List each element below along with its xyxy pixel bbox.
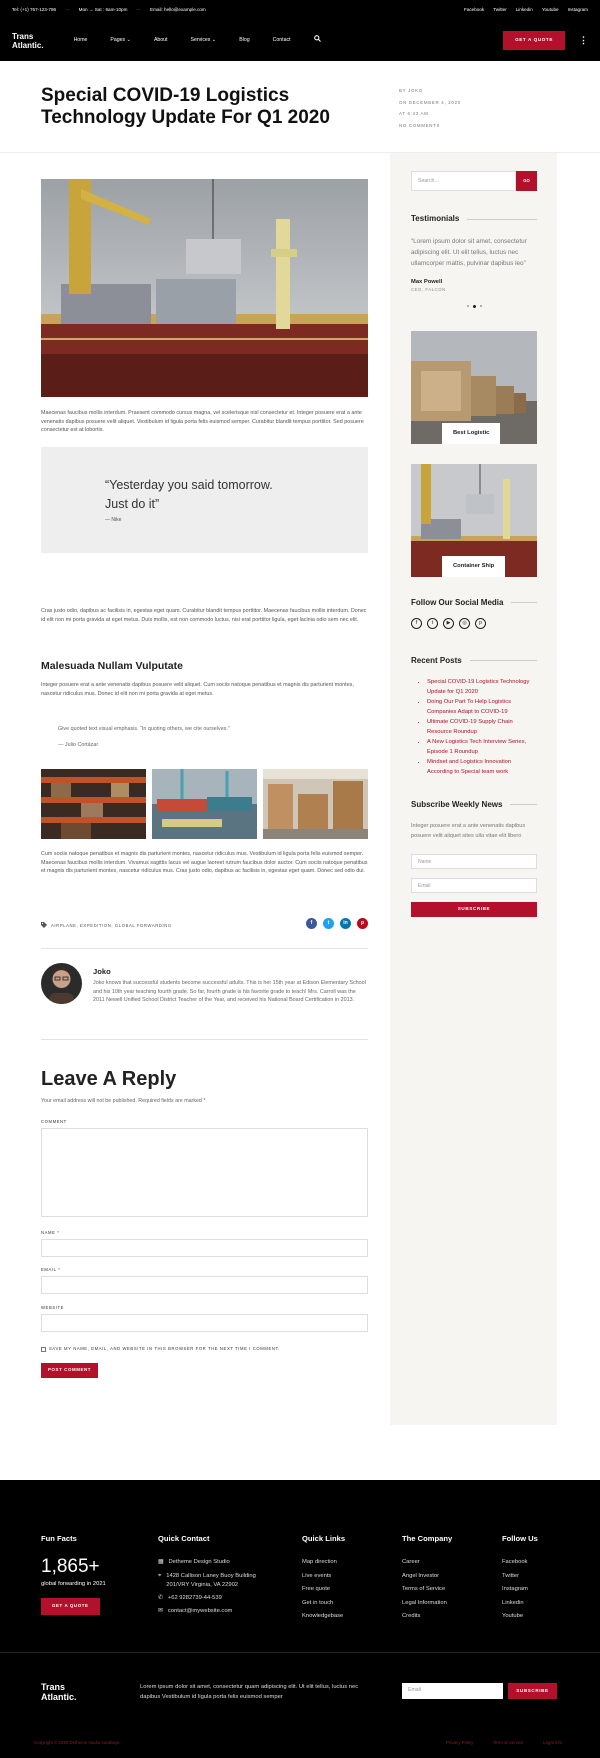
facts-number: 1,865+ (41, 1556, 100, 1578)
nav-item-about[interactable]: About (153, 36, 168, 43)
footer-legal-info[interactable]: Legal info (543, 1740, 563, 1745)
tag-icon (41, 922, 47, 930)
email-icon: ✉ (158, 1608, 163, 1615)
logo-line2: Atlantic. (12, 40, 44, 50)
chevron-down-icon: ⌄ (211, 36, 217, 43)
footer-link[interactable]: Angel Investor (402, 1572, 440, 1579)
recent-post-link[interactable]: • Ultimate COVID-19 Supply Chain Resource Roundup (427, 717, 537, 737)
tag-list[interactable]: AIRPLANE, EXPEDITION, GLOBAL FORWARDING (51, 923, 172, 928)
divider (0, 1652, 600, 1653)
post-comment-button[interactable]: POST COMMENT (41, 1363, 98, 1378)
footer-heading: Fun Facts (41, 1534, 77, 1543)
contact-company-row (158, 1556, 288, 1570)
author-bio: Joko knows that successful students become successful adults. This is her 15th year at Edison Elementary School and his 10th year teaching fourth grade. So far, fourth grade is his favorite grade to teach! Mrs. Carroll was the 2011 Newell Unified School District Teacher of the Year, and received his National Board Certification in 2013. (93, 980, 366, 1004)
nav-item-home[interactable]: Home (73, 36, 88, 43)
testimonial-role: CEO, FALCON (411, 286, 446, 292)
inline-quote (58, 725, 230, 750)
footer-heading: Quick Links (302, 1534, 346, 1543)
blockquote (41, 447, 368, 553)
sidebar (390, 153, 557, 1425)
youtube-icon[interactable]: ▶ (443, 618, 454, 629)
carousel-dot-active[interactable] (473, 305, 476, 308)
website-field[interactable] (41, 1314, 368, 1332)
divider (41, 1039, 368, 1040)
testimonials-title: Testimonials (411, 214, 460, 223)
carousel-dot[interactable] (480, 305, 482, 307)
footer-subscribe-button[interactable]: SUBSCRIBE (508, 1683, 557, 1699)
footer-link[interactable]: Instagram (502, 1586, 528, 1593)
blockquote-cite: — Nike (105, 517, 122, 523)
logo-line1: Trans (41, 1682, 66, 1692)
recent-post-link[interactable]: • Mindset and Logistics Innovation According to Special team work (427, 757, 537, 777)
reply-note: Your email address will not be published. Required fields are marked * (41, 1098, 206, 1104)
post-date: ON DECEMBER 4, 2020 (399, 99, 461, 105)
contact-email[interactable]: contact@mywebsite.com (167, 1608, 233, 1615)
gallery-image-warehouse[interactable] (41, 769, 146, 839)
divider: — (136, 6, 142, 12)
spacer (0, 1425, 600, 1480)
subscribe-name-input[interactable]: Name (411, 854, 537, 869)
footer-link[interactable]: Knowledgebase (302, 1613, 344, 1620)
blockquote-line2: Just do it” (105, 497, 160, 511)
nav-item-label: Services (190, 36, 211, 43)
footer-heading: Quick Contact (158, 1534, 210, 1543)
recent-post-link[interactable]: • Doing Our Part To Help Logistics Companies Adapt to COVID-19 (427, 697, 537, 717)
footer-email-input[interactable]: Email (402, 1683, 503, 1699)
testimonials-heading (411, 213, 537, 225)
comment-label: COMMENT (41, 1119, 67, 1124)
phone-icon: ✆ (158, 1594, 163, 1601)
nav-menu (74, 35, 321, 47)
footer-quote-button[interactable]: GET A QUOTE (41, 1598, 100, 1615)
sidebar-card-best-logistic[interactable] (411, 331, 537, 444)
facts-text: global forwarding in 2021 (41, 1581, 106, 1588)
recent-posts-heading (411, 655, 537, 667)
divider (41, 948, 368, 949)
recent-post-link[interactable]: • Special COVID-19 Logistics Technology Update for Q1 2020 (427, 677, 537, 697)
nav-item-services[interactable] (191, 37, 217, 45)
save-info-row (41, 1346, 280, 1352)
footer-quick-contact (158, 1533, 288, 1619)
reply-title: Leave A Reply (41, 1068, 177, 1090)
footer-link[interactable]: Free quote (302, 1586, 331, 1593)
inline-quote-cite: — Julio Cortázar (58, 742, 99, 748)
nav-item-blog[interactable]: Blog (239, 36, 250, 43)
address-line2: 201/VRY Virginia, VA 22902 (166, 1581, 239, 1588)
more-menu-icon[interactable]: ⋮ (579, 34, 588, 45)
footer-link[interactable]: Legal Information (402, 1599, 447, 1606)
contact-address (166, 1572, 256, 1590)
content-area (0, 153, 600, 1425)
map-pin-icon: ⌖ (158, 1572, 162, 1579)
footer-link[interactable]: Get in touch (302, 1599, 334, 1606)
top-social-facebook[interactable]: Facebook (464, 6, 485, 12)
get-a-quote-button[interactable]: GET A QUOTE (503, 31, 565, 50)
recent-post-link[interactable]: • A New Logistics Tech Interview Series, Episode 1 Roundup (427, 737, 537, 757)
email-label: EMAIL * (41, 1267, 61, 1272)
footer (0, 1480, 600, 1758)
post-tags (41, 922, 172, 930)
divider (467, 219, 537, 220)
sidebar-subscribe-button[interactable]: SUBSCRIBE (411, 902, 537, 917)
pinterest-share-icon[interactable]: p (357, 918, 368, 929)
top-bar-phone[interactable]: Tel: (+1) 767-123-786 (12, 6, 57, 12)
post-paragraph-4: Cum sociis natoque penatibus et magnis dis parturient montes, nascetur ridiculus mus. Vestibulum id ligula porta felis euismod semper. Maecenas faucibus mollis interdum. Vivamus sagittis lacus vel augue laoreet rutrum faucibus dolor auctor. Cum sociis natoque penatibus et magnis dis parturient montes, nascetur ridiculus mus. Cras justo odio, dapibus ac facilisis in, egestas eget quam. Donec sed odio dui. (41, 851, 368, 875)
gallery-image-boxes[interactable] (263, 769, 368, 839)
footer-link[interactable]: Twitter (502, 1572, 520, 1579)
testimonial-name: Max Powell (411, 279, 443, 285)
subscribe-email-input[interactable]: Email (411, 878, 537, 893)
author-avatar (41, 963, 82, 1004)
facebook-share-icon[interactable]: f (306, 918, 317, 929)
contact-company: Dethemе Design Studio (168, 1559, 230, 1566)
nav-item-label: Pages (110, 36, 126, 43)
post-header (0, 61, 600, 153)
contact-phone[interactable]: +62 9282739-44-539 (167, 1594, 222, 1601)
site-logo[interactable] (12, 32, 44, 50)
footer-link[interactable]: Facebook (502, 1559, 528, 1566)
footer-logo[interactable] (41, 1682, 77, 1702)
post-author[interactable]: BY JOKO (399, 88, 423, 93)
save-info-checkbox[interactable] (41, 1347, 46, 1352)
footer-link[interactable]: Credits (402, 1613, 421, 1620)
search-icon[interactable] (314, 35, 321, 47)
post-title: Special COVID-19 Logistics Technology Update For Q1 2020 (41, 85, 330, 128)
share-buttons (306, 918, 368, 929)
testimonial-text: “Lorem ipsum dolor sit amet, consectetur adipiscing elit. Ut elit tellus, luctus nec ullamcorper mattis, pulvinar dapibus leo” (411, 238, 527, 267)
card-caption: Best Logistic (442, 423, 500, 444)
main-nav (0, 20, 600, 61)
footer-link[interactable]: Youtube (502, 1613, 524, 1620)
name-field[interactable] (41, 1239, 368, 1257)
subscribe-heading (411, 799, 537, 811)
twitter-share-icon[interactable]: t (323, 918, 334, 929)
sidebar-social-icons (411, 618, 537, 629)
sidebar-search-input[interactable]: Search... (411, 171, 516, 191)
top-bar-hours: Mon → Sat : 6am-10pm (78, 6, 128, 12)
recent-posts-title: Recent Posts (411, 655, 462, 665)
nav-item-contact[interactable]: Contact (272, 36, 291, 43)
footer-link[interactable]: Career (402, 1559, 420, 1566)
instagram-icon[interactable]: ◎ (459, 618, 470, 629)
chevron-down-icon: ⌄ (126, 36, 131, 43)
post-paragraph-1: Maecenas faucibus mollis interdum. Praesent commodo cursus magna, vel scelerisque nisl consectetur et. Integer posuere erat a ante venenatis dapibus posuere velit aliquet. Vestibulum id ligula porta felis euismod semper. Curabitur blandit tempus porttitor. Sed posuere consectetur est at lobortis. (41, 410, 364, 434)
blockquote-line1: “Yesterday you said tomorrow. (105, 478, 273, 492)
divider (470, 660, 537, 661)
post-subheading: Malesuada Nullam Vulputate (41, 660, 183, 672)
footer-link[interactable]: Terms of Service (402, 1586, 446, 1593)
post-paragraph-3: Integer posuere erat a ante venenatis dapibus posuere velit aliquet. Cum sociis natoque penatibus et magnis dis parturient montes, nascetur ridiculus mus. Donec id elit non mi porta gravida at eget metus. (41, 682, 354, 697)
top-social-youtube[interactable]: Youtube (541, 6, 559, 12)
divider: — (65, 6, 70, 12)
footer-legal-terms[interactable]: Term of Service (493, 1740, 524, 1745)
sidebar-card-container-ship[interactable] (411, 464, 537, 577)
recent-posts-list (411, 677, 537, 777)
contact-phone-row (158, 1592, 288, 1606)
copyright: Copyright © 2020 Detheme studio surabaya (34, 1740, 120, 1745)
linkedin-share-icon[interactable]: in (340, 918, 351, 929)
facebook-icon[interactable]: f (411, 618, 422, 629)
follow-heading (411, 597, 537, 609)
nav-item-pages[interactable] (110, 37, 131, 45)
sidebar-search (411, 171, 537, 191)
top-bar-email[interactable]: Email: hello@example.com (150, 6, 206, 12)
card-caption: Container Ship (442, 556, 505, 577)
post-meta (399, 85, 559, 152)
comment-textarea[interactable] (41, 1128, 368, 1217)
contact-address-row (158, 1572, 288, 1590)
gallery-image-port[interactable] (152, 769, 257, 839)
footer-legal-privacy[interactable]: Privacy Policy (446, 1740, 474, 1745)
sidebar-search-button[interactable]: GO (516, 171, 537, 191)
footer-link[interactable]: Linkedin (502, 1599, 524, 1606)
email-field[interactable] (41, 1276, 368, 1294)
footer-follow (502, 1533, 538, 1624)
top-bar (0, 0, 600, 20)
pinterest-icon[interactable]: p (475, 618, 486, 629)
top-social-instagram[interactable]: Instagram (567, 6, 588, 12)
footer-about: Lorem ipsum dolor sit amet, consectetur quam adipiscing elit. Ut elit tellus, luctus nec dapibus Vestibulum id ligula porta felis euismod semper (140, 1684, 359, 1700)
carousel-dot[interactable] (467, 305, 469, 307)
logo-line1: Trans (12, 31, 34, 41)
footer-fun-facts (41, 1533, 106, 1615)
follow-title: Follow Our Social Media (411, 597, 504, 607)
save-info-label: SAVE MY NAME, EMAIL, AND WEBSITE IN THIS BROWSER FOR THE NEXT TIME I COMMENT. (49, 1346, 280, 1351)
post-comments-count[interactable]: NO COMMENTS (399, 122, 441, 128)
post-time: AT 6:43 AM (399, 111, 429, 116)
inline-quote-text: Give quoted text visual emphasis. “In quoting others, we cite ourselves.” (58, 726, 230, 732)
top-social-linkedin[interactable]: Linkedin (515, 6, 533, 12)
website-label: WEBSITE (41, 1305, 65, 1310)
top-social-twitter[interactable]: Twitter (493, 6, 507, 12)
divider (510, 804, 537, 805)
contact-email-row (158, 1605, 288, 1619)
address-line1: 1428 Callison Laney Buoy Building (166, 1572, 256, 1579)
footer-quick-links (302, 1533, 345, 1624)
name-label: NAME * (41, 1230, 60, 1235)
subscribe-text: Integer posuere erat a ante venenatis dapibus posuere velit aliquet sites ulla vitae elit libero (411, 822, 526, 839)
divider (511, 602, 537, 603)
testimonial-dots (411, 305, 537, 308)
footer-company (402, 1533, 452, 1624)
logo-line2: Atlantic. (41, 1692, 77, 1702)
subscribe-title: Subscribe Weekly News (411, 799, 503, 809)
post-paragraph-2: Cras justo odio, dapibus ac facilisis in, egestas eget quam. Curabitur blandit tempus porttitor. Maecenas faucibus mollis interdum. Donec id elit non mi porta gravida at eget metus. Duis mollis, est non commodo luctus, nisi erat porttitor ligula, eget lacinia odio sem nec elit. (41, 608, 367, 623)
twitter-icon[interactable]: t (427, 618, 438, 629)
featured-image (41, 179, 368, 397)
footer-heading: Follow Us (502, 1534, 538, 1543)
footer-link[interactable]: Live events (302, 1572, 332, 1579)
building-icon: ▦ (158, 1559, 164, 1566)
footer-heading: The Company (402, 1534, 453, 1543)
footer-link[interactable]: Map direction (302, 1559, 337, 1566)
author-name[interactable]: Joko (93, 967, 111, 976)
